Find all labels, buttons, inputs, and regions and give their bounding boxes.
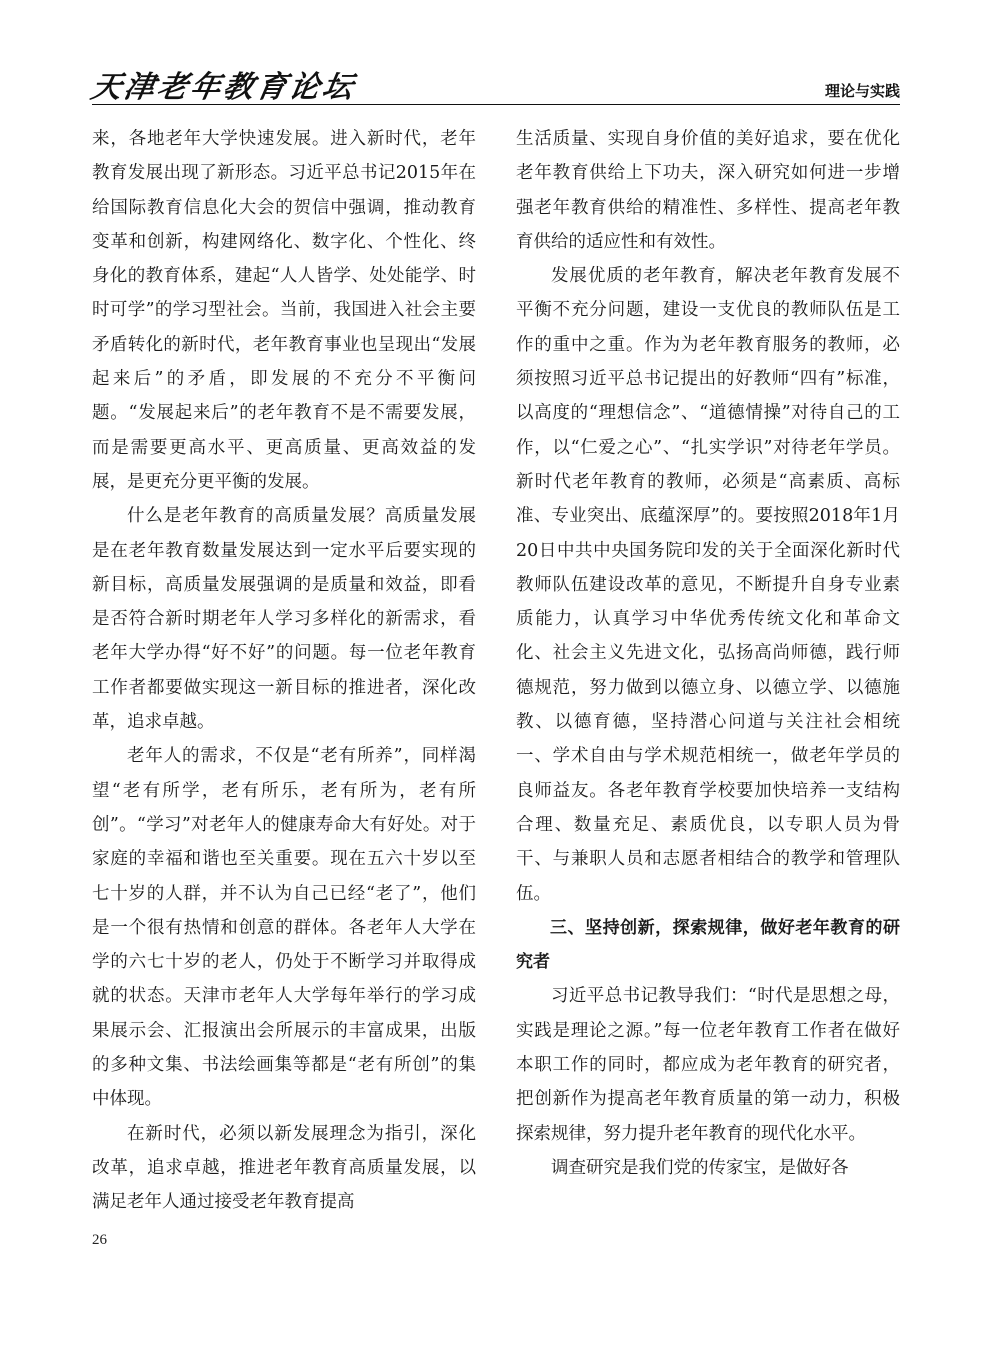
header-divider [92,104,900,105]
left-column [92,122,476,1220]
right-paragraph-3: 习近平总书记教导我们：“时代是思想之母，实践是理论之源。”每一位老年教育工作者在做好本职工作的同时，都应成为老年教育的研究者，把创新作为提高老年教育质量的第一动力，积极探索规律，努力提升老年教育的现代化水平。 [516,986,900,1144]
right-paragraph-4: 调查研究是我们党的传家宝，是做好各 [551,1157,849,1178]
left-paragraph-2: 什么是老年教育的高质量发展？高质量发展是在老年教育数量发展达到一定水平后要实现的新目标，高质量发展强调的是质量和效益，即看是否符合新时期老年人学习多样化的新需求，看老年大学办得“好不好”的问题。每一位老年教育工作者都要做实现这一新目标的推进者，深化改革，追求卓越。 [92,506,476,733]
right-paragraph-1: 生活质量、实现自身价值的美好追求，要在优化老年教育供给上下功夫，深入研究如何进一步增强老年教育供给的精准性、多样性、提高老年教育供给的适应性和有效性。 [516,129,900,252]
magazine-logo: 天津老年教育论坛 [88,70,359,105]
section-heading: 三、坚持创新，探索规律，做好老年教育的研究者 [516,917,900,973]
right-paragraph-2: 发展优质的老年教育，解决老年教育发展不平衡不充分问题，建设一支优良的教师队伍是工作的重中之重。作为为老年教育服务的教师，必须按照习近平总书记提出的好教师“四有”标准，以高度的“理想信念”、“道德情操”对待自己的工作，以“仁爱之心”、“扎实学识”对待老年学员。新时代老年教育的教师，必须是“高素质、高标准、专业突出、底蕴深厚”的。要按照2018年1月20日中共中央国务院印发的关于全面深化新时代教师队伍建设改革的意见，不断提升自身专业素质能力，认真学习中华优秀传统文化和革命文化、社会主义先进文化，弘扬高尚师德，践行师德规范，努力做到以德立身、以德立学、以德施教、以德育德，坚持潜心问道与关注社会相统一、学术自由与学术规范相统一，做老年学员的良师益友。各老年教育学校要加快培养一支结构合理、数量充足、素质优良，以专职人员为骨干、与兼职人员和志愿者相结合的教学和管理队伍。 [516,266,900,904]
page-number: 26 [92,1232,107,1248]
left-paragraph-3: 老年人的需求，不仅是“老有所养”，同样渴望“老有所学，老有所乐，老有所为，老有所创”。“学习”对老年人的健康寿命大有好处。对于家庭的幸福和谐也至关重要。现在五六十岁以至七十岁的人群，并不认为自己已经“老了”，他们是一个很有热情和创意的群体。各老年人大学在学的六七十岁的老人，仍处于不断学习并取得成就的状态。天津市老年人大学每年举行的学习成果展示会、汇报演出会所展示的丰富成果，出版的多种文集、书法绘画集等都是“老有所创”的集中体现。 [92,746,476,1110]
left-paragraph-1: 来，各地老年大学快速发展。进入新时代，老年教育发展出现了新形态。习近平总书记2015年在给国际教育信息化大会的贺信中强调，推动教育变革和创新，构建网络化、数字化、个性化、终身化的教育体系，建起“人人皆学、处处能学、时时可学”的学习型社会。当前，我国进入社会主要矛盾转化的新时代，老年教育事业也呈现出“发展起来后”的矛盾，即发展的不充分不平衡问题。“发展起来后”的老年教育不是不需要发展，而是需要更高水平、更高质量、更高效益的发展，是更充分更平衡的发展。 [92,129,476,492]
left-paragraph-4: 在新时代，必须以新发展理念为指引，深化改革，追求卓越，推进老年教育高质量发展，以满足老年人通过接受老年教育提高 [92,1123,476,1213]
right-column [516,122,900,1185]
section-label: 理论与实践 [824,82,900,100]
